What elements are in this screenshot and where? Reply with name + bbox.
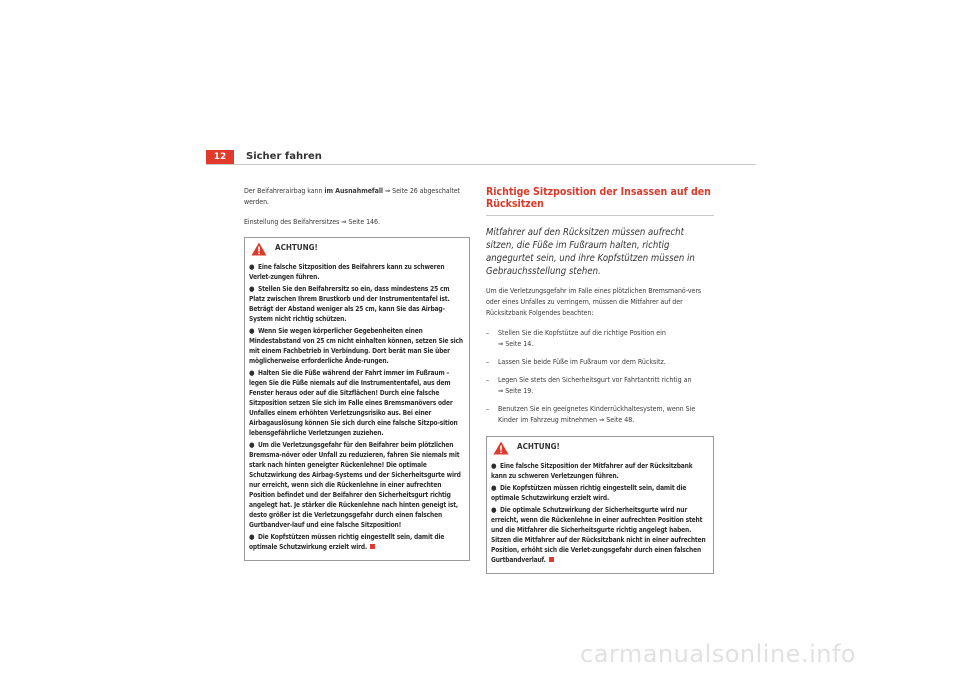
instruction-step [486, 404, 714, 426]
bullet-icon: ● [491, 484, 497, 492]
instruction-step [486, 357, 714, 368]
bullet-icon: ● [491, 506, 497, 514]
warning-item [249, 368, 465, 438]
warning-item-text: Um die Verletzungsgefahr für den Beifahrer beim plötzlichen Bremsma-növer oder Unfall zu reduzieren, fahren Sie niemals mit stark nach hinten geneigter Rückenlehne! Die optimale Schutzwirkung des Airbag-Systems und der Sicherheitsgurte wird nur erreicht, wenn sich die Rückenlehne in einer aufrechten Position befindet und der Beifahrer den Sicherheitsgurt richtig angelegt hat. Je stärker die Rückenlehne nach hinten geneigt ist, desto größer ist die Verletzungsgefahr durch einen falschen Gurtbandver-lauf und eine falsche Sitzposition! [249, 441, 461, 529]
header-divider [206, 164, 756, 165]
left-column [244, 186, 470, 561]
seat-adjust-paragraph: Einstellung des Beifahrersitzes ⇒ Seite 146. [244, 218, 380, 226]
end-marker-icon [370, 544, 375, 549]
instruction-list [486, 328, 714, 426]
warning-item-text: Stellen Sie den Beifahrersitz so ein, dass mindestens 25 cm Platz zwischen Ihrem Brustkorb und der Instrumententafel ist. Beträgt der Abstand weniger als 25 cm, kann Sie das Airbag-System nicht richtig schützen. [249, 285, 450, 323]
heading-divider [486, 215, 714, 216]
warning-triangle-icon [251, 242, 267, 256]
rear-seat-heading: Richtige Sitzposition der Insassen auf den Rücksitzen [486, 186, 711, 210]
step-text: Benutzen Sie ein geeignetes Kinderrückhaltesystem, wenn Sie Kinder im Fahrzeug mitnehmen ⇒ Seite 48. [498, 405, 696, 424]
step-text: Stellen Sie die Kopfstütze auf die richtige Position ein [498, 329, 666, 337]
bullet-icon: ● [249, 285, 255, 293]
step-text: Legen Sie stets den Sicherheitsgurt vor Fahrtantritt richtig an [498, 376, 692, 384]
warning-item [491, 505, 709, 565]
bullet-icon: ● [249, 533, 255, 541]
warning-item-text: Wenn Sie wegen körperlicher Gegebenheiten einen Mindestabstand von 25 cm nicht einhalten können, setzen Sie sich mit einem Fachbetrieb in Verbindung. Dort berät man Sie über möglicherweise erforderliche Ände-rungen. [249, 327, 463, 365]
end-marker-icon [549, 557, 554, 562]
bullet-icon: ● [249, 263, 255, 271]
warning-item [491, 461, 709, 481]
step-page-ref: ⇒ Seite 19. [498, 387, 534, 395]
warning-box-right [486, 436, 714, 574]
warning-item [249, 326, 465, 366]
warning-item-text: Die Kopfstützen müssen richtig eingestellt sein, damit die optimale Schutzwirkung erzielt wird. [249, 533, 445, 551]
rear-seat-paragraph: Um die Verletzungsgefahr im Falle eines plötzlichen Bremsmanö-vers oder eines Unfalles zu verringern, müssen die Mitfahrer auf der Rücksitzbank Folgendes beachten: [486, 287, 702, 317]
warning-list [245, 262, 469, 552]
bullet-icon: ● [249, 327, 255, 335]
dash-icon: – [486, 329, 490, 337]
dash-icon: – [486, 405, 490, 413]
warning-box-left [244, 237, 470, 561]
dash-icon: – [486, 358, 490, 366]
bullet-icon: ● [491, 462, 497, 470]
instruction-step [486, 375, 714, 397]
airbag-text-start: Der Beifahrerairbag kann [244, 187, 325, 195]
warning-item [491, 483, 709, 503]
warning-header [245, 238, 469, 258]
warning-item [249, 440, 465, 530]
intro-paragraph: Mitfahrer auf den Rücksitzen müssen aufrecht sitzen, die Füße im Fußraum halten, richtig angegurtet sein, und ihre Kopfstützen müssen in Gebrauchsstellung stehen. [486, 227, 695, 277]
airbag-text-bold: im Ausnahmefall [324, 187, 384, 195]
warning-item-text: Halten Sie die Füße während der Fahrt immer im Fußraum – legen Sie die Füße niemals auf die Instrumententafel, aus dem Fenster heraus oder auf die Sitzflächen! Durch eine falsche Sitzposition setzen Sie sich im Falle eines Bremsmanövers oder Unfalles einem erhöhten Verletzungsrisiko aus. Bei einer Airbagauslösung können Sie sich durch eine falsche Sitzpo-sition lebensgefährliche Verletzungen zuziehen. [249, 369, 458, 437]
section-title: Sicher fahren [246, 151, 322, 162]
warning-item-text: Die Kopfstützen müssen richtig eingestellt sein, damit die optimale Schutzwirkung erzielt wird. [491, 484, 687, 502]
step-text: Lassen Sie beide Füße im Fußraum vor dem Rücksitz. [498, 358, 666, 366]
warning-header [487, 437, 713, 457]
page-number: 12 [206, 150, 234, 164]
step-page-ref: ⇒ Seite 14. [498, 340, 534, 348]
dash-icon: – [486, 376, 490, 384]
warning-list [487, 461, 713, 565]
instruction-step [486, 328, 714, 350]
right-column [486, 186, 714, 574]
warning-item-text: Die optimale Schutzwirkung der Sicherheitsgurte wird nur erreicht, wenn die Rückenlehne in einer aufrechten Position steht und die Mitfahrer die Sicherheitsgurte richtig angelegt haben. Sitzen die Mitfahrer auf der Rücksitzbank nicht in einer aufrechten Position, erhöht sich die Verlet-zungsgefahr durch einen falschen Gurtbandverlauf. [491, 506, 706, 564]
airbag-paragraph [244, 186, 470, 208]
bullet-icon: ● [249, 441, 255, 449]
warning-item [249, 262, 465, 282]
watermark: carmanualsonline.info [580, 640, 857, 668]
warning-item-text: Eine falsche Sitzposition des Beifahrers kann zu schweren Verlet-zungen führen. [249, 263, 445, 281]
warning-triangle-icon [493, 441, 509, 455]
warning-item-text: Eine falsche Sitzposition der Mitfahrer auf der Rücksitzbank kann zu schweren Verletzungen führen. [491, 462, 693, 480]
warning-item [249, 284, 465, 324]
warning-title: ACHTUNG! [517, 442, 560, 451]
airbag-text-end: ⇒ Seite 26 abgeschaltet werden. [244, 187, 460, 206]
bullet-icon: ● [249, 369, 255, 377]
warning-title: ACHTUNG! [275, 243, 318, 252]
warning-item [249, 532, 465, 552]
